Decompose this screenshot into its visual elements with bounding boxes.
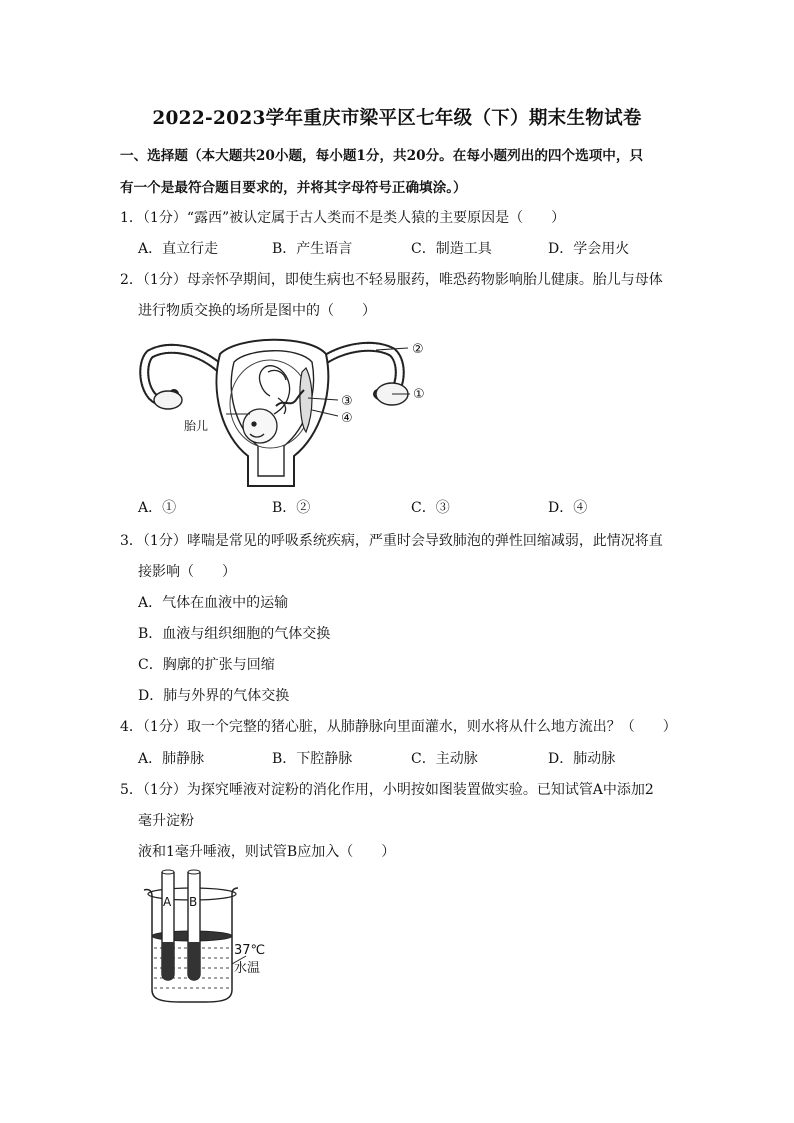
uterus-fetus-figure (138, 332, 438, 492)
question-2-text-line-2: 进行物质交换的场所是图中的（ ） (138, 303, 376, 319)
question-1-text: 1．（1分）“露西”被认定属于古人类而不是类人猿的主要原因是（ ） (120, 210, 566, 226)
temperature-label: 37℃ (234, 943, 266, 958)
q4-option-a: A．肺静脉 (138, 751, 205, 767)
question-5-text-line-3: 液和1毫升唾液，则试管B应加入（ ） (138, 844, 396, 860)
q3-option-a: A．气体在血液中的运输 (138, 595, 289, 611)
q4-option-c: C．主动脉 (411, 751, 478, 767)
section-heading-line-2: 有一个是最符合题目要求的，并将其字母符号正确填涂。） (120, 180, 467, 196)
q4-option-d: D．肺动脉 (548, 751, 616, 767)
label-4: ④ (341, 411, 353, 426)
question-4-text: 4．（1分）取一个完整的猪心脏，从肺静脉向里面灌水，则水将从什么地方流出？（ ） (120, 719, 677, 735)
test-tube-beaker-figure (140, 866, 280, 1006)
label-2: ② (412, 342, 424, 357)
question-3-text-line-1: 3．（1分）哮喘是常见的呼吸系统疾病，严重时会导致肺泡的弹性回缩减弱，此情况将直 (120, 533, 663, 549)
q2-option-b: B．② (272, 500, 311, 516)
left-ovary (154, 391, 182, 409)
label-1: ① (413, 387, 425, 402)
section-heading-line-1: 一、选择题（本大题共20小题，每小题1分，共20分。在每小题列出的四个选项中，只 (120, 148, 644, 164)
tube-a-label: A (163, 895, 172, 909)
q2-option-a: A．① (138, 500, 177, 516)
question-2-text-line-1: 2．（1分）母亲怀孕期间，即使生病也不轻易服药，唯恐药物影响胎儿健康。胎儿与母体 (120, 272, 663, 288)
q2-option-d: D．④ (548, 500, 588, 516)
q1-option-b: B．产生语言 (272, 241, 353, 257)
q3-option-c: C．胸廓的扩张与回缩 (138, 657, 275, 673)
left-fallopian-tube (144, 349, 222, 401)
tube-b-label: B (189, 895, 198, 909)
label-fetus: 胎儿 (184, 419, 209, 433)
q2-option-c: C．③ (411, 500, 450, 516)
question-5-text-line-2: 毫升淀粉 (138, 813, 194, 829)
q1-option-a: A．直立行走 (138, 241, 219, 257)
label-3: ③ (341, 394, 353, 409)
q4-option-b: B．下腔静脉 (272, 751, 353, 767)
q1-option-c: C．制造工具 (411, 241, 492, 257)
q3-option-b: B．血液与组织细胞的气体交换 (138, 626, 331, 642)
water-temp-label: 水温 (234, 961, 261, 976)
q1-option-d: D．学会用火 (548, 241, 630, 257)
page-title: 2022-2023学年重庆市梁平区七年级（下）期末生物试卷 (152, 108, 642, 129)
question-5-text-line-1: 5．（1分）为探究唾液对淀粉的消化作用，小明按如图装置做实验。已知试管A中添加2 (120, 782, 654, 798)
q3-option-d: D．肺与外界的气体交换 (138, 688, 290, 704)
question-3-text-line-2: 接影响（ ） (138, 564, 236, 580)
